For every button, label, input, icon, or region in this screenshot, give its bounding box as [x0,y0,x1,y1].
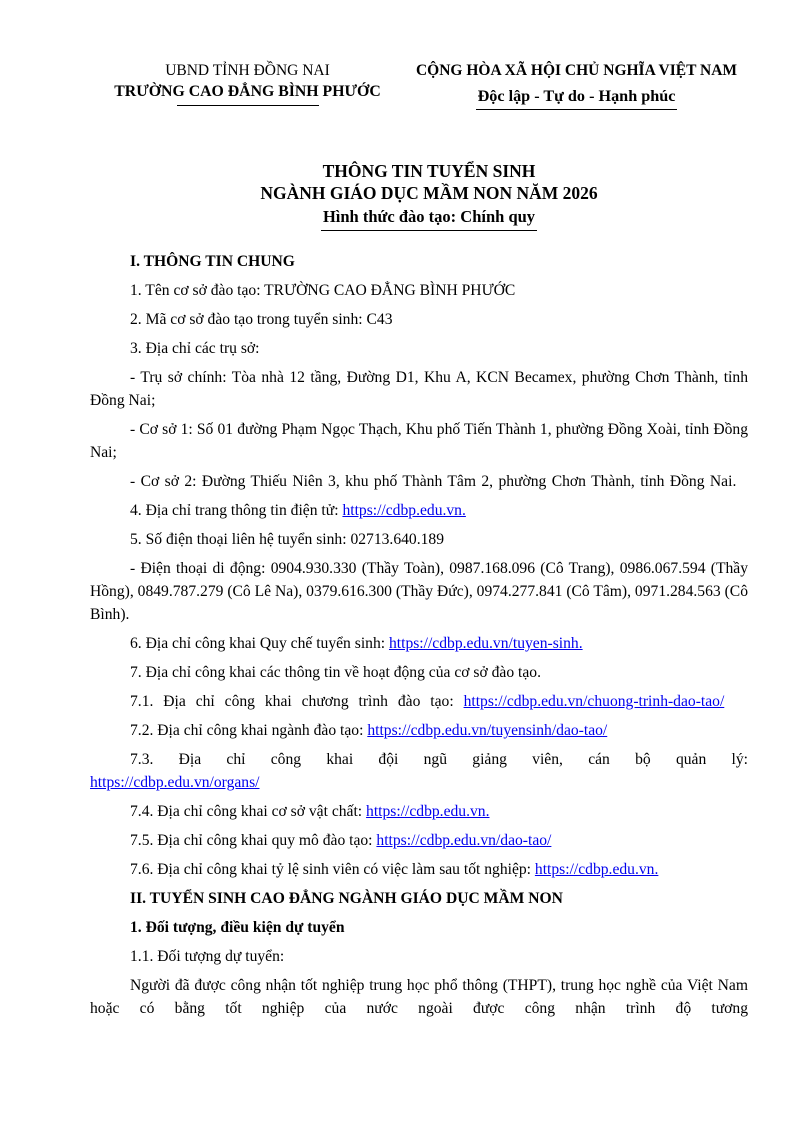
para-main-campus: - Trụ sở chính: Tòa nhà 12 tầng, Đường D1, Khu A, KCN Becamex, phường Chơn Thành, tỉnh Đồng Nai; [90,369,748,409]
section2-heading: II. TUYỂN SINH CAO ĐẲNG NGÀNH GIÁO DỤC MẦM NON [130,890,563,907]
document-body [90,250,748,1020]
para-admission-rules [90,632,748,655]
para-admission-rules-label: 6. Địa chỉ công khai Quy chế tuyển sinh: [130,635,389,652]
para-school-code: 2. Mã cơ sở đào tạo trong tuyển sinh: C43 [130,311,393,328]
para-training-majors-label: 7.2. Địa chỉ công khai ngành đào tạo: [130,722,368,739]
document-title [90,160,748,231]
issuer-underline-rule [177,105,319,106]
para-eligible-detail: Người đã được công nhận tốt nghiệp trung học phổ thông (THPT), trung học nghề của Việt Nam hoặc có bằng tốt nghiệp của nước ngoài được công nhận trình độ tương [90,977,748,1017]
document-header [90,60,748,110]
header-issuer-block [90,60,405,110]
para-staff-label: 7.3. Địa chỉ công khai đội ngũ giảng viên, cán bộ quản lý: [130,751,748,768]
para-facilities-label: 7.4. Địa chỉ công khai cơ sở vật chất: [130,803,367,820]
national-motto-line1: CỘNG HÒA XÃ HỘI CHỦ NGHĨA VIỆT NAM [415,62,738,79]
para-mobile-phones: - Điện thoại di động: 0904.930.330 (Thầy Toàn), 0987.168.096 (Cô Trang), 0986.067.594 (Thầy Hồng), 0849.787.279 (Cô Lê Na), 0379.616.300 (Thầy Đức), 0974.277.841 (Cô Tâm), 0971.284.563 (Cô Bình). [90,560,748,623]
para-addresses-intro: 3. Địa chỉ các trụ sở: [130,340,260,357]
para-public-info-intro: 7. Địa chỉ công khai các thông tin về hoạt động của cơ sở đào tạo. [130,664,541,681]
para-facilities [90,800,748,823]
para-training-program-label: 7.1. Địa chỉ công khai chương trình đào tạo: [130,693,464,710]
para-staff [90,748,748,794]
para-website-label: 4. Địa chỉ trang thông tin điện tử: [130,502,343,519]
para-website [90,499,748,522]
issuer-parent-org: UBND TỈNH ĐỒNG NAI [165,62,330,79]
para-training-program [90,690,748,713]
title-line3 [110,206,748,231]
para-campus-1: - Cơ sở 1: Số 01 đường Phạm Ngọc Thạch, Khu phố Tiến Thành 1, phường Đồng Xoài, tỉnh Đồng Nai; [90,421,748,461]
issuer-school-name: TRƯỜNG CAO ĐẲNG BÌNH PHƯỚC [114,83,381,100]
link-staff[interactable]: https://cdbp.edu.vn/organs/ [90,774,260,791]
header-national-block [405,60,748,110]
para-training-majors [90,719,748,742]
title-line3-underlined-text: Hình thức đào tạo: Chính quy [321,206,537,231]
para-hotline: 5. Số điện thoại liên hệ tuyển sinh: 02713.640.189 [130,531,445,548]
para-training-scale [90,829,748,852]
link-admission-rules[interactable]: https://cdbp.edu.vn/tuyen-sinh. [388,635,583,652]
link-facilities[interactable]: https://cdbp.edu.vn. [366,803,490,820]
para-employment-rate-label: 7.6. Địa chỉ công khai tỷ lệ sinh viên có việc làm sau tốt nghiệp: [130,861,535,878]
national-motto-line2 [405,85,748,110]
title-line1: THÔNG TIN TUYỂN SINH [322,161,536,181]
national-motto-underlined-text: Độc lập - Tự do - Hạnh phúc [476,85,678,110]
para-eligible-intro: 1.1. Đối tượng dự tuyển: [130,948,285,965]
para-school-name: 1. Tên cơ sở đào tạo: TRƯỜNG CAO ĐẲNG BÌNH PHƯỚC [130,282,516,299]
title-line2: NGÀNH GIÁO DỤC MẦM NON NĂM 2026 [260,183,598,203]
section1-heading: I. THÔNG TIN CHUNG [130,253,295,270]
link-employment-rate[interactable]: https://cdbp.edu.vn. [534,861,659,878]
link-training-program[interactable]: https://cdbp.edu.vn/chuong-trinh-dao-tao/ [463,693,725,710]
link-website[interactable]: https://cdbp.edu.vn. [342,502,466,519]
para-training-scale-label: 7.5. Địa chỉ công khai quy mô đào tạo: [130,832,377,849]
link-training-scale[interactable]: https://cdbp.edu.vn/dao-tao/ [376,832,552,849]
section2-sub-heading: 1. Đối tượng, điều kiện dự tuyển [130,919,345,936]
para-campus-2: - Cơ sở 2: Đường Thiếu Niên 3, khu phố Thành Tâm 2, phường Chơn Thành, tỉnh Đồng Nai. [130,473,737,490]
link-training-majors[interactable]: https://cdbp.edu.vn/tuyensinh/dao-tao/ [367,722,608,739]
para-employment-rate [90,858,748,881]
